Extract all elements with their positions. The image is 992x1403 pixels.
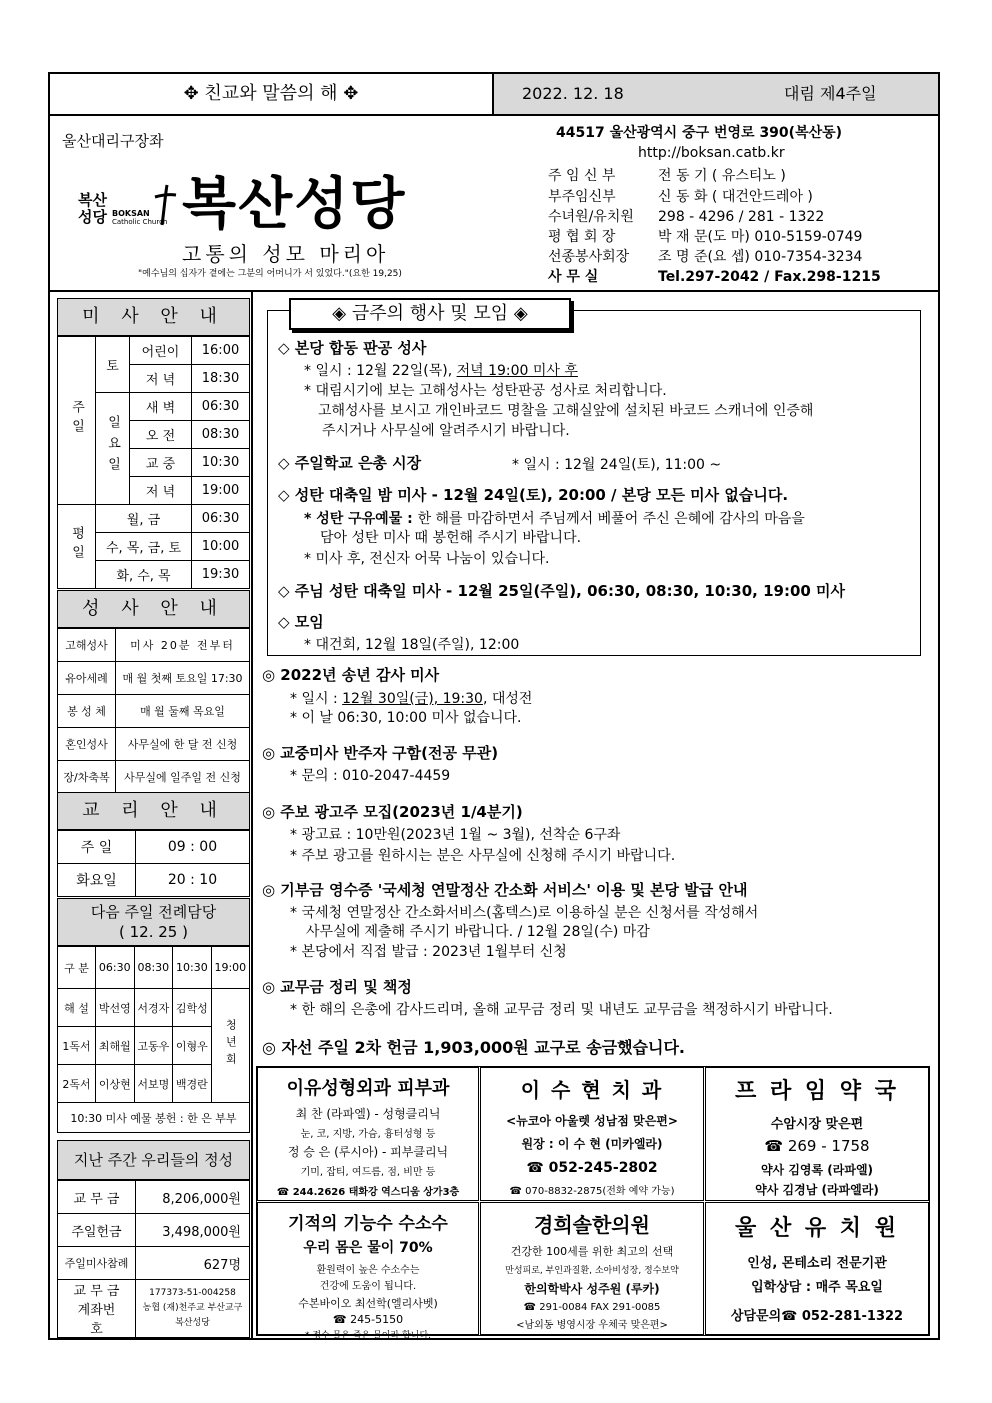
logo-small: 복산 성당 — [78, 191, 107, 226]
ad-oriental-clinic: 경희솔한의원 건강한 100세를 위한 최고의 선택 만성피로, 부인과질환, 소아비성장, 정수보약 한의학박사 성주원 (루카) ☎ 291-0084 FAX 291-0085 <남외동 병영시장 우체국 맞은편> — [480, 1202, 704, 1335]
event-detail: * 미사 후, 전신자 어묵 나눔이 있습니다. — [304, 551, 550, 567]
date-bar — [492, 74, 938, 114]
notice-detail: * 광고료 : 10만원(2023년 1월 ~ 3월), 선착순 6구좌 — [290, 827, 621, 843]
staff-row: 수녀원/유치원 298 - 4296 / 281 - 1322 — [548, 209, 825, 225]
notice-title: ◎ 자선 주일 2차 헌금 1,903,000원 교구로 송금했습니다. — [262, 1038, 686, 1057]
notice-detail: * 이 날 06:30, 10:00 미사 없습니다. — [290, 710, 522, 726]
event-title: ◇ 주님 성탄 대축일 미사 - 12월 25일(주일), 06:30, 08:30, 10:30, 19:00 미사 — [278, 582, 846, 600]
staff-row: 부주임신부 신 동 화 ( 대건안드레아 ) — [548, 189, 813, 205]
staff-row: 사 무 실 Tel.297-2042 / Fax.298-1215 — [548, 269, 881, 285]
notice-detail: * 국세청 연말정산 간소화서비스(홈텍스)로 이용하실 분은 신청서를 작성해서 — [290, 905, 759, 921]
ad-dental: 이 수 현 치 과 <뉴코아 아울렛 성남점 맞은편> 원장 : 이 수 현 (미카엘라) ☎ 052-245-2802 ☎ 070-8832-2875(전화 예약 가능) — [480, 1067, 704, 1201]
catechism-title: 교 리 안 내 — [57, 792, 250, 830]
divider — [48, 290, 940, 292]
ad-pharmacy: 프 라 임 약 국 수암시장 맞은편 ☎ 269 - 1758 약사 김영록 (라파엘) 약사 김경남 (라파엘라) — [705, 1067, 929, 1201]
event-title: ◇ 주일학교 은총 시장 — [278, 454, 422, 472]
event-detail: * 대건회, 12월 18일(주일), 12:00 — [304, 637, 520, 653]
notice-title: ◎ 교중미사 반주자 구함(전공 무관) — [262, 744, 499, 762]
staff-row: 주 임 신 부 전 동 기 ( 유스티노 ) — [548, 168, 786, 184]
logo-english: BOKSAN Catholic Church — [112, 209, 168, 226]
church-url[interactable]: http://boksan.catb.kr — [638, 145, 785, 161]
event-detail: 담아 성탄 미사 때 봉헌해 주시기 바랍니다. — [320, 530, 582, 546]
ad-hydrogen-water: 기적의 기능수 수소수 우리 몸은 물이 70% 환원력이 높은 수소수는 건강에 도움이 됩니다. 수본바이오 최선학(엘리사벳) ☎ 245-5150 * 정수 물은 죽은 물이라 합니다. — [257, 1202, 479, 1335]
patron-saint: 고통의 성모 마리아 — [182, 242, 390, 266]
notice-detail: * 본당에서 직접 발급 : 2023년 1월부터 신청 — [290, 944, 567, 960]
year-motto: ✥ 친교와 말씀의 해 ✥ — [183, 83, 359, 104]
notice-title: ◎ 주보 광고주 모집(2023년 1/4분기) — [262, 803, 523, 821]
parish-name: 복산성당 — [182, 171, 407, 237]
events-title: ◈ 금주의 행사 및 모임 ◈ — [289, 298, 571, 330]
event-detail: * 일시 : 12월 24일(토), 11:00 ~ — [512, 457, 722, 473]
event-title: ◇ 성탄 대축일 밤 미사 - 12월 24일(토), 20:00 / 본당 모든 미사 없습니다. — [278, 486, 789, 504]
notice-title: ◎ 2022년 송년 감사 미사 — [262, 666, 440, 684]
event-detail: * 성탄 구유예물 : 한 해를 마감하면서 주님께서 베풀어 주신 은혜에 감사의 마음을 — [304, 511, 805, 527]
event-detail: * 일시 : 12월 22일(목), 저녁 19:00 미사 후 — [304, 363, 578, 379]
patron-quote: "예수님의 십자가 곁에는 그분의 어머니가 서 있었다."(요한 19,25) — [138, 269, 402, 279]
diocese-label: 울산대리구장좌 — [62, 132, 164, 150]
bulletin-date: 2022. 12. 18 — [522, 84, 624, 103]
weekday-label: 평일 — [58, 505, 96, 589]
ad-plastic-surgery: 이유성형외과 피부과 최 찬 (라파엘) - 성형클리닉 눈, 코, 지방, 가슴, 흉터성형 등 정 승 은 (루시아) - 피부클리닉 기미, 잡티, 여드름, 점, 비만 등 ☎ 244.2626 태화강 역스디움 상가3층 — [257, 1067, 479, 1201]
notice-detail: * 한 해의 은총에 감사드리며, 올해 교무금 정리 및 내년도 교무금을 책정하시기 바랍니다. — [290, 1002, 833, 1018]
cross-icon — [152, 183, 178, 227]
notice-title: ◎ 기부금 영수증 '국세청 연말정산 간소화 서비스' 이용 및 본당 발급 안내 — [262, 881, 748, 899]
staff-row: 선종봉사회장 조 명 준(요 셉) 010-7354-3234 — [548, 249, 863, 265]
notice-title: ◎ 교무금 정리 및 책정 — [262, 978, 412, 996]
sun-label: 일요일 — [96, 393, 130, 505]
next-week-title: 다음 주일 전례담당 ( 12. 25 ) — [57, 898, 250, 946]
liturgical-week: 대림 제4주일 — [784, 84, 877, 103]
mass-title: 미 사 안 내 — [57, 298, 250, 336]
notice-detail: * 문의 : 010-2047-4459 — [290, 768, 451, 784]
sacraments-table: 고해성사 미사 20분 전부터 유아세례 매 월 첫째 토요일 17:30 봉 성 체 매 월 둘째 목요일 혼인성사 사무실에 한 달 전 신청 장/차축복 사무실에 일주일 전 신청 — [57, 628, 250, 794]
church-address: 44517 울산광역시 중구 번영로 390(복산동) — [556, 125, 843, 141]
staff-row: 평 협 회 장 박 재 문(도 마) 010-5159-0749 — [548, 229, 863, 245]
notice-detail: * 일시 : 12월 30일(금), 19:30, 대성전 — [290, 691, 533, 707]
sacraments-title: 성 사 안 내 — [57, 590, 250, 628]
event-detail: 고해성사를 보시고 개인바코드 명찰을 고해실앞에 설치된 바코드 스캐너에 인증해 — [318, 403, 814, 419]
notice-detail: * 주보 광고를 원하시는 분은 사무실에 신청해 주시기 바랍니다. — [290, 848, 676, 864]
mass-table: 주일 토 어린이 16:00 저 녁 18:30 일요일 새 벽 06:30 오 전 08:30 교 중 10:30 저 녁 19:00 평일 월, 금 06:30 수, 목, 금, 토 10:00 화, 수, 목 19:30 — [57, 336, 250, 589]
catechism-table: 주 일 09 : 00 화요일 20 : 10 — [57, 830, 250, 897]
youth-group: 청년회 — [211, 989, 249, 1103]
offerings-table: 교 무 금 8,206,000원 주일헌금 3,498,000원 주일미사참례 627명 교 무 금 계좌번호 177373-51-004258 농협 (재)천주교 부산교구 복산성당 — [57, 1180, 250, 1338]
column-divider — [251, 290, 253, 1340]
ad-kindergarten: 울 산 유 치 원 인성, 몬테소리 전문기관 입학상담 : 매주 목요일 상담문의☎ 052-281-1322 — [705, 1202, 929, 1335]
next-week-table: 구 분 06:30 08:30 10:30 19:00 해 설 박선영 서경자 김학성 청년회 1독서 최해월 고동우 이형우 2독서 이상현 서보명 백경란 10:30 미사 예물 봉헌 : 한 은 부부 — [57, 946, 250, 1133]
account-info: 177373-51-004258 농협 (재)천주교 부산교구 복산성당 — [136, 1280, 250, 1338]
event-detail: * 대림시기에 보는 고해성사는 성탄판공 성사로 처리합니다. — [304, 383, 667, 399]
offerings-title: 지난 주간 우리들의 정성 — [57, 1140, 250, 1180]
divider — [48, 114, 940, 116]
event-detail: 주시거나 사무실에 알려주시기 바랍니다. — [322, 423, 570, 439]
sunday-label: 주일 — [58, 337, 96, 505]
event-title: ◇ 본당 합동 판공 성사 — [278, 339, 427, 357]
event-title: ◇ 모임 — [278, 613, 324, 631]
notice-detail: 사무실에 제출해 주시기 바랍니다. / 12월 28일(수) 마감 — [306, 924, 650, 940]
